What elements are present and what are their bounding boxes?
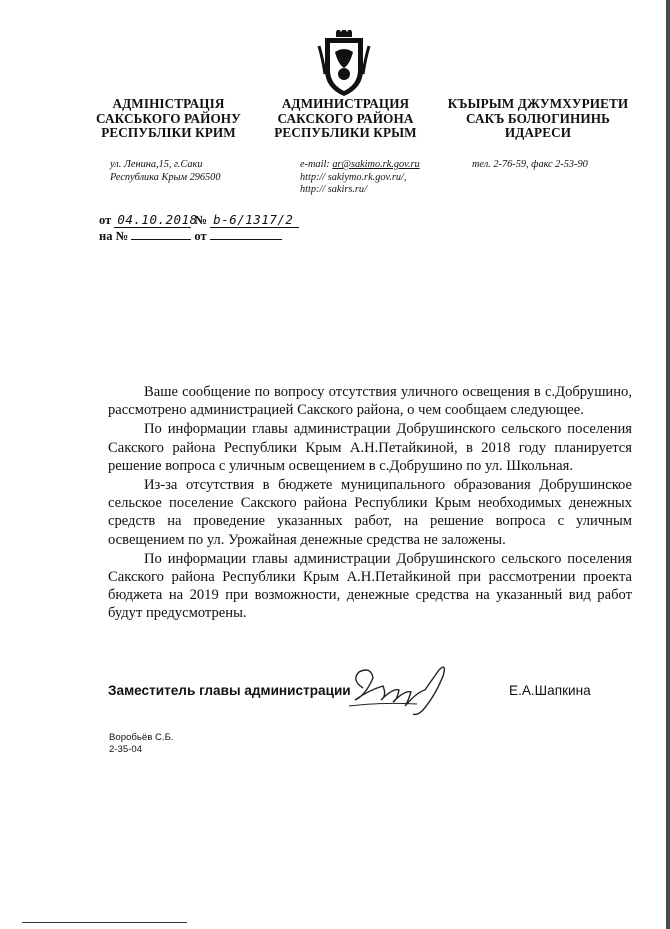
letter-body bbox=[108, 383, 632, 623]
header-line: ИДАРЕСИ bbox=[504, 125, 572, 141]
on-number-label: на № bbox=[99, 229, 129, 243]
header-line: АДМИНИСТРАЦИЯ bbox=[281, 96, 410, 111]
outgoing-reference bbox=[99, 212, 299, 228]
executor-name: Воробьёв С.Б. bbox=[109, 732, 174, 743]
header-line: САКСЬКОГО РАЙОНУ bbox=[96, 110, 241, 126]
outgoing-date: 04.10.2018 bbox=[114, 212, 191, 228]
body-paragraph: По информации главы администрации Добрушинского сельского поселения Сакского района Республики Крым А.Н.Петайкиной, в 2018 году планируется решение вопроса с уличным освещением в с.Добрушино по ул. Школьная. bbox=[108, 421, 632, 474]
address-line: ул. Ленина,15, г.Саки bbox=[110, 159, 203, 170]
email-link[interactable]: ar@sakimo.rk.gov.ru bbox=[332, 159, 420, 170]
footer-divider bbox=[22, 922, 187, 923]
website-link[interactable]: http:// sakiymo.rk.gov.ru/, bbox=[300, 171, 407, 183]
signatory-role: Заместитель главы администрации bbox=[108, 683, 351, 698]
header-russian bbox=[243, 97, 448, 141]
incoming-number-blank bbox=[131, 229, 191, 240]
body-paragraph: Из-за отсутствия в бюджете муниципального образования Добрушинское сельское поселение Сакского района Республики Крым необходимых денежных средств на проведение указанных работ, на решение вопроса с уличным освещением по ул. Урожайная денежные средства не заложены. bbox=[108, 477, 632, 548]
incoming-reference bbox=[99, 229, 282, 244]
header-line: САКЪ БОЛЮГИНИНЬ bbox=[466, 110, 610, 126]
email-label: e-mail: bbox=[300, 159, 333, 170]
phone-fax: тел. 2-76-59, факс 2-53-90 bbox=[472, 159, 588, 170]
website-link[interactable]: http:// sakirs.ru/ bbox=[300, 184, 367, 195]
scan-edge bbox=[666, 0, 670, 929]
from-label: от bbox=[99, 213, 112, 227]
incoming-date-blank bbox=[210, 229, 282, 240]
header-line: КЪЫРЫМ ДЖУМХУРИЕТИ bbox=[447, 96, 629, 111]
number-label: № bbox=[194, 213, 208, 227]
executor-info bbox=[109, 732, 174, 756]
handwritten-signature bbox=[343, 660, 473, 718]
header-line: АДМІНІСТРАЦІЯ bbox=[112, 96, 225, 111]
address bbox=[110, 159, 220, 184]
email-line bbox=[300, 159, 420, 172]
crimea-coat-of-arms-icon bbox=[317, 30, 371, 98]
header-ukrainian bbox=[66, 97, 271, 141]
address-line: Республика Крым 296500 bbox=[110, 171, 221, 183]
body-paragraph: Ваше сообщение по вопросу отсутствия уличного освещения в с.Добрушино, рассмотрено администрацией Сакского района, о чем сообщаем следующее. bbox=[108, 384, 632, 419]
header-line: РЕСПУБЛІКИ КРИМ bbox=[101, 125, 236, 141]
of-label: от bbox=[194, 229, 207, 243]
executor-phone: 2-35-04 bbox=[109, 744, 143, 755]
web-contacts bbox=[300, 159, 420, 197]
header-crimean-tatar bbox=[432, 97, 644, 141]
body-paragraph: По информации главы администрации Добрушинского сельского поселения Сакского района Республики Крым А.Н.Петайкиной при рассмотрении проекта бюджета на 2019 при возможности, денежные средства на указанный вид работ будут предусмотрены. bbox=[108, 550, 632, 622]
header-line: РЕСПУБЛИКИ КРЫМ bbox=[274, 125, 417, 141]
header-line: САКСКОГО РАЙОНА bbox=[277, 110, 414, 126]
outgoing-number: b-6/1317/2 bbox=[210, 212, 299, 228]
signatory-name: Е.А.Шапкина bbox=[509, 683, 591, 698]
